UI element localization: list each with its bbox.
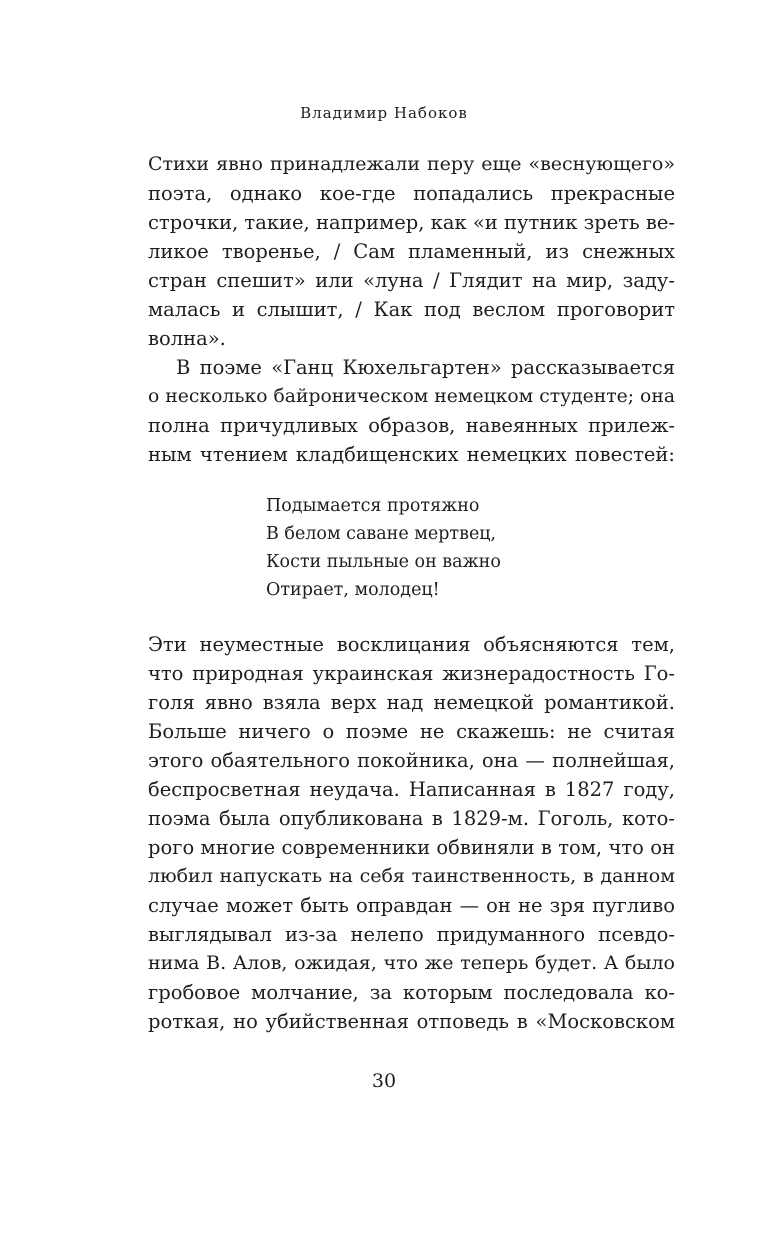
verse-quote (266, 492, 501, 604)
text-line: полна причудливых образов, навеянных прилеж- (148, 414, 675, 437)
text-line: выглядывал из-за нелепо придуманного псевдо- (148, 923, 675, 946)
text-line: В поэме «Ганц Кюхельгартен» рассказывается (176, 356, 675, 379)
text-line: роткая, но убийственная отповедь в «Московском (148, 1010, 675, 1033)
text-line: случае может быть оправдан — он не зря пугливо (148, 894, 675, 917)
text-line: гробовое молчание, за которым последовала ко- (148, 981, 675, 1004)
verse-line: Отирает, молодец! (266, 580, 440, 600)
text-line: ным чтением кладбищенских немецких повестей: (148, 443, 675, 466)
page-number: 30 (371, 1070, 397, 1092)
text-line: нима В. Алов, ожидая, что же теперь будет. А было (148, 952, 675, 974)
text-line: малась и слышит, / Как под веслом проговорит (148, 298, 675, 321)
text-line: беспросветная неудача. Написанная в 1827 году, (148, 778, 675, 801)
text-line: рого многие современники обвиняли в том, что он (148, 836, 675, 859)
text-line: Эти неуместные восклицания объясняются тем, (148, 633, 675, 656)
verse-line: Кости пыльные он важно (266, 552, 501, 572)
text-line: о несколько байроническом немецком студенте; она (148, 386, 675, 407)
text-line: Больше ничего о поэме не скажешь: не считая (148, 720, 675, 743)
text-line: голя явно взяла верх над немецкой романтикой. (148, 691, 675, 714)
text-line: стран спешит» или «луна / Глядит на мир, заду- (148, 269, 675, 292)
text-line: этого обаятельного покойника, она — полнейшая, (148, 749, 675, 772)
text-line: ликое творенье, / Сам пламенный, из снежных (148, 240, 675, 263)
text-line: что природная украинская жизнерадостность Го- (148, 662, 675, 685)
running-head: Владимир Набоков (300, 104, 468, 122)
verse-line: В белом саване мертвец, (266, 524, 497, 544)
verse-line: Подымается протяжно (266, 496, 480, 516)
text-line: любил напускать на себя таинственность, в данном (148, 865, 675, 887)
paragraph-3 (148, 630, 675, 1036)
text-line: поэма была опубликована в 1829-м. Гоголь, кото- (148, 807, 675, 830)
paragraph-1 (148, 150, 675, 469)
text-line: строчки, такие, например, как «и путник зреть ве- (148, 211, 675, 234)
text-line: поэта, однако кое-где попадались прекрасные (148, 182, 675, 205)
text-line: Стихи явно принадлежали перу еще «веснующего» (148, 153, 675, 175)
text-line: волна». (148, 327, 226, 350)
